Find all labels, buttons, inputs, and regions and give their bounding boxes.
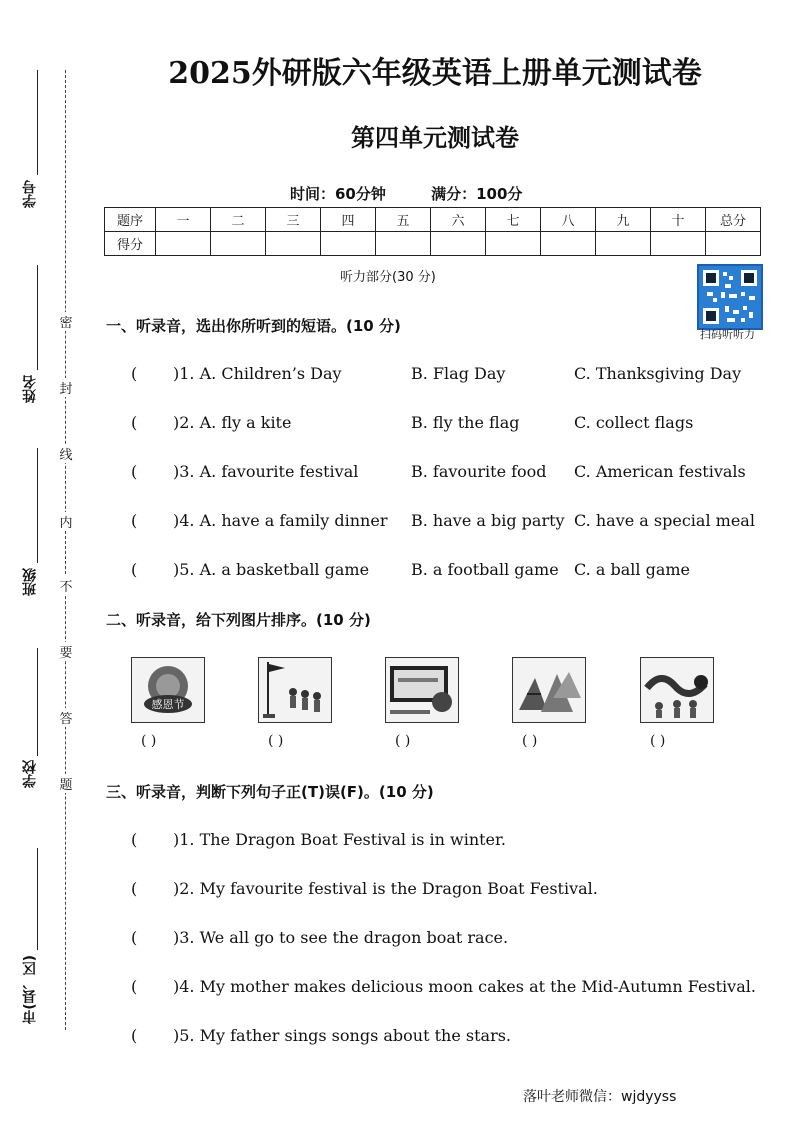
score-header-cell: 十: [651, 208, 706, 232]
statement: )3. We all go to see the dragon boat race.: [173, 928, 509, 947]
picture-caption: 感恩节: [151, 698, 185, 711]
watching-tv-icon: [385, 657, 459, 723]
score-header-cell: 七: [486, 208, 541, 232]
score-header-cell: 题序: [105, 208, 156, 232]
option-c: C. collect flags: [574, 413, 694, 432]
option-c: C. American festivals: [574, 462, 746, 481]
option-a: )1. A. Children’s Day: [173, 364, 342, 383]
score-header-cell: 九: [596, 208, 651, 232]
score-table-score-row: [105, 232, 761, 256]
seal-char: 密: [56, 312, 76, 331]
option-c: C. Thanksgiving Day: [574, 364, 742, 383]
seal-line: [65, 70, 66, 1030]
qr-caption: 扫码听听力: [700, 328, 755, 341]
district-line: [37, 848, 38, 950]
score-header-cell: 二: [211, 208, 266, 232]
picture-order-blank[interactable]: ( ): [395, 733, 411, 749]
picture-order-blank[interactable]: ( ): [141, 733, 157, 749]
option-a: )4. A. have a family dinner: [173, 511, 388, 530]
score-header-cell: 五: [376, 208, 431, 232]
statement: )2. My favourite festival is the Dragon Boat Festival.: [173, 879, 598, 898]
score-cell[interactable]: [651, 232, 706, 256]
seal-char: 要: [56, 642, 76, 661]
answer-blank[interactable]: (: [131, 462, 138, 481]
score-header-cell: 总分: [706, 208, 761, 232]
score-table: [104, 207, 761, 256]
option-c: C. a ball game: [574, 560, 690, 579]
footer-contact: 落叶老师微信：wjdyyss: [523, 1089, 677, 1105]
page-subtitle: 第四单元测试卷: [351, 123, 519, 152]
score-header-cell: 六: [431, 208, 486, 232]
section-3-title: 三、听录音，判断下列句子正(T)误(F)。(10 分): [106, 783, 434, 801]
score-row-label: 得分: [105, 232, 156, 256]
score-cell[interactable]: [706, 232, 761, 256]
section-2-title: 二、听录音，给下列图片排序。(10 分): [106, 611, 371, 629]
option-a: )5. A. a basketball game: [173, 560, 370, 579]
score-cell[interactable]: [541, 232, 596, 256]
seal-char: 内: [56, 512, 76, 531]
thanksgiving-turkey-icon: [131, 657, 205, 723]
school-label: 学校: [22, 760, 38, 788]
district-label: 市(县、区): [22, 955, 38, 1024]
option-c: C. have a special meal: [574, 511, 755, 530]
score-cell[interactable]: [376, 232, 431, 256]
time-limit: 时间：60分钟: [290, 185, 386, 203]
student-id-label: 学号: [22, 180, 38, 208]
picture-order-blank[interactable]: ( ): [522, 733, 538, 749]
seal-char: 线: [56, 444, 76, 463]
score-cell[interactable]: [431, 232, 486, 256]
option-b: B. fly the flag: [411, 413, 520, 432]
full-score: 满分：100分: [431, 185, 523, 203]
score-table-header-row: [105, 208, 761, 232]
name-line: [37, 265, 38, 370]
answer-blank[interactable]: (: [131, 830, 138, 849]
answer-blank[interactable]: (: [131, 413, 138, 432]
statement: )4. My mother makes delicious moon cakes at the Mid-Autumn Festival.: [173, 977, 756, 996]
score-cell[interactable]: [156, 232, 211, 256]
option-b: B. a football game: [411, 560, 559, 579]
option-a: )2. A. fly a kite: [173, 413, 292, 432]
seal-char: 题: [56, 774, 76, 793]
answer-blank[interactable]: (: [131, 977, 138, 996]
score-cell[interactable]: [596, 232, 651, 256]
option-b: B. favourite food: [411, 462, 547, 481]
score-header-cell: 一: [156, 208, 211, 232]
answer-blank[interactable]: (: [131, 511, 138, 530]
answer-blank[interactable]: (: [131, 1026, 138, 1045]
seal-char: 封: [56, 378, 76, 397]
school-line: [37, 648, 38, 756]
score-cell[interactable]: [321, 232, 376, 256]
class-line: [37, 448, 38, 563]
zongzi-icon: [512, 657, 586, 723]
picture-order-blank[interactable]: ( ): [268, 733, 284, 749]
seal-char: 答: [56, 708, 76, 727]
section-1-title: 一、听录音，选出你所听到的短语。(10 分): [106, 317, 401, 335]
score-header-cell: 三: [266, 208, 321, 232]
student-id-line: [37, 70, 38, 175]
qr-code-icon[interactable]: [697, 264, 763, 330]
exam-meta: [290, 183, 562, 204]
answer-blank[interactable]: (: [131, 928, 138, 947]
score-cell[interactable]: [211, 232, 266, 256]
option-b: B. Flag Day: [411, 364, 506, 383]
answer-blank[interactable]: (: [131, 364, 138, 383]
flag-raising-icon: [258, 657, 332, 723]
statement: )5. My father sings songs about the stars.: [173, 1026, 512, 1045]
page-title: 2025外研版六年级英语上册单元测试卷: [168, 56, 702, 91]
seal-char: 不: [56, 576, 76, 595]
option-b: B. have a big party: [411, 511, 565, 530]
picture-order-blank[interactable]: ( ): [650, 733, 666, 749]
name-label: 姓名: [22, 375, 38, 403]
score-cell[interactable]: [266, 232, 321, 256]
class-label: 班级: [22, 568, 38, 596]
score-cell[interactable]: [486, 232, 541, 256]
answer-blank[interactable]: (: [131, 560, 138, 579]
dragon-dance-icon: [640, 657, 714, 723]
option-a: )3. A. favourite festival: [173, 462, 359, 481]
statement: )1. The Dragon Boat Festival is in winter.: [173, 830, 506, 849]
answer-blank[interactable]: (: [131, 879, 138, 898]
score-header-cell: 四: [321, 208, 376, 232]
score-header-cell: 八: [541, 208, 596, 232]
listening-header: 听力部分(30 分): [340, 270, 436, 285]
